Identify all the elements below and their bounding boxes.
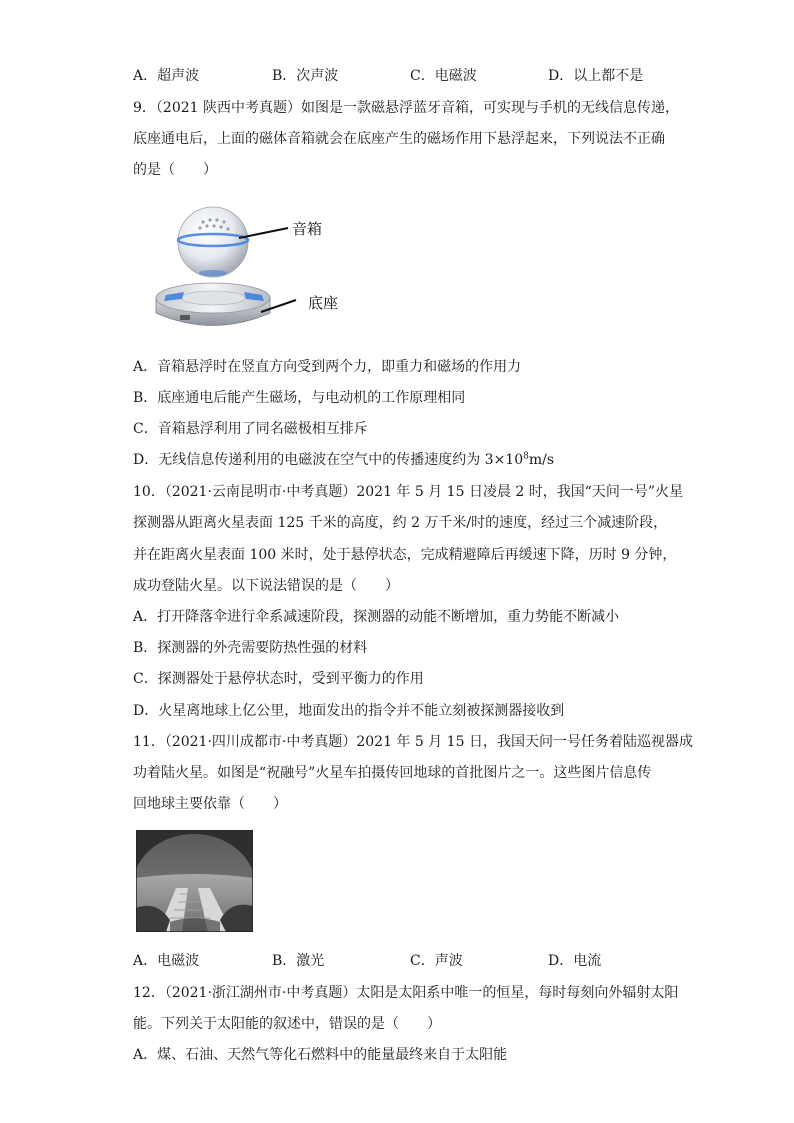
q11-option-d: D．电流 <box>548 953 602 969</box>
q9-option-d-text: D．无线信息传递利用的电磁波在空气中的传播速度约为 3×10 <box>133 452 524 468</box>
q10-option-a: A．打开降落伞进行伞系减速阶段，探测器的动能不断增加，重力势能不断减小 <box>133 609 620 625</box>
q8-option-a: A．超声波 <box>133 68 200 84</box>
q10-option-d: D．火星离地球上亿公里，地面发出的指令并不能立刻被探测器接收到 <box>133 703 565 719</box>
q10-stem-line-1: 10．（2021·云南昆明市·中考真题）2021 年 5 月 15 日凌晨 2 时，我国“天问一号”火星 <box>133 484 684 500</box>
q11-options <box>133 951 693 971</box>
q12-option-a: A．煤、石油、天然气等化石燃料中的能量最终来自于太阳能 <box>133 1047 508 1063</box>
q10-stem-line-2: 探测器从距离火星表面 125 千米的高度，约 2 万千米/时的速度，经过三个减速阶段， <box>133 515 668 531</box>
q11-option-c: C．声波 <box>410 953 463 969</box>
q9-figure-levitating-speaker <box>148 200 368 345</box>
q8-option-d: D．以上都不是 <box>548 68 644 84</box>
q9-option-c: C．音箱悬浮利用了同名磁极相互排斥 <box>133 421 368 437</box>
q10-option-b: B．探测器的外壳需要防热性强的材料 <box>133 640 368 656</box>
q12-stem-line-2: 能。下列关于太阳能的叙述中，错误的是（ ） <box>133 1016 441 1032</box>
q11-stem-line-1: 11．（2021·四川成都市·中考真题）2021 年 5 月 15 日，我国天问一号任务着陆巡视器成 <box>133 734 693 750</box>
q9-stem-line-1: 9．（2021 陕西中考真题）如图是一款磁悬浮蓝牙音箱，可实现与手机的无线信息传递， <box>133 100 679 116</box>
q8-option-b: B．次声波 <box>272 68 339 84</box>
q9-stem-line-2: 底座通电后，上面的磁体音箱就会在底座产生的磁场作用下悬浮起来，下列说法不正确 <box>133 131 665 147</box>
q9-option-a: A．音箱悬浮时在竖直方向受到两个力，即重力和磁场的作用力 <box>133 359 522 375</box>
speaker-label: 音箱 <box>292 220 323 238</box>
levitating-speaker-illustration <box>148 200 368 345</box>
base-label: 底座 <box>308 294 339 312</box>
q8-option-c: C．电磁波 <box>410 68 477 84</box>
q11-stem-line-2: 功着陆火星。如图是“祝融号”火星车拍摄传回地球的首批图片之一。这些图片信息传 <box>133 765 652 781</box>
q9-option-d-unit: m/s <box>528 452 555 468</box>
q10-stem-line-4: 成功登陆火星。以下说法错误的是（ ） <box>133 578 399 594</box>
q10-option-c: C．探测器处于悬停状态时，受到平衡力的作用 <box>133 671 424 687</box>
q9-stem-line-3: 的是（ ） <box>133 162 217 178</box>
q11-stem-line-3: 回地球主要依靠（ ） <box>133 796 287 812</box>
q11-figure-mars-photo <box>136 830 253 932</box>
q11-option-b: B．激光 <box>272 953 325 969</box>
q9-option-b: B．底座通电后能产生磁场，与电动机的工作原理相同 <box>133 390 466 406</box>
q12-stem-line-1: 12．（2021·浙江湖州市·中考真题）太阳是太阳系中唯一的恒星，每时每刻向外辐射太阳 <box>133 985 679 1001</box>
q10-stem-line-3: 并在距离火星表面 100 米时，处于悬停状态，完成精避障后再缓速下降，历时 9 分钟， <box>133 547 677 563</box>
mars-rover-photo <box>136 830 253 932</box>
q11-option-a: A．电磁波 <box>133 953 200 969</box>
q9-option-d-exponent: 8 <box>523 451 529 462</box>
q8-options <box>133 66 693 86</box>
q9-option-d <box>133 450 554 470</box>
